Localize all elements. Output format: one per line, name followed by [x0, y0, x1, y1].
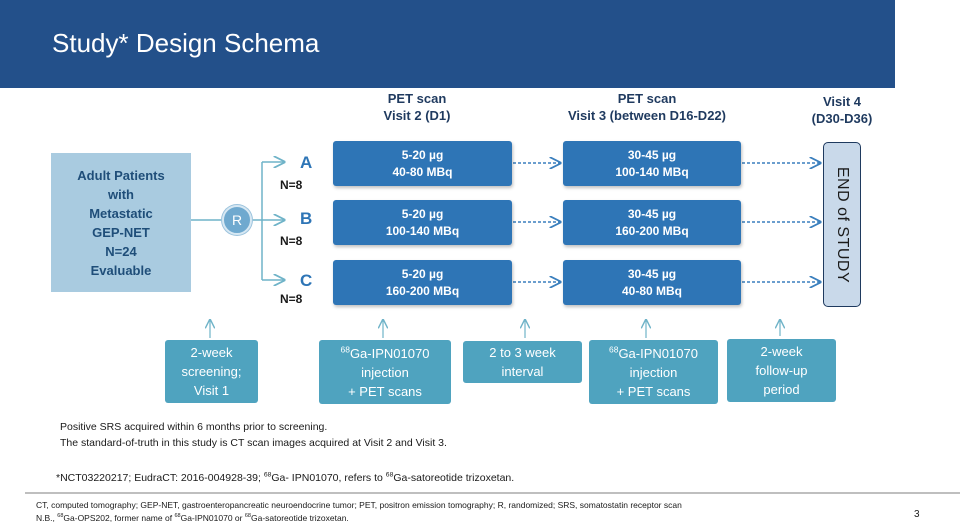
- dose-mass: 30-45 µg: [627, 206, 677, 221]
- note-text: Ga-IPN01070: [618, 345, 698, 361]
- slide-title: Study* Design Schema: [52, 28, 320, 58]
- arm-b-n: N=8: [280, 234, 303, 248]
- end-of-study-box: [823, 142, 861, 307]
- dose-mass: 5-20 µg: [401, 266, 444, 281]
- nb-middle2: Ga-IPN01070 or: [180, 513, 245, 523]
- nb-middle: Ga-OPS202, former name of: [63, 513, 175, 523]
- isotope-superscript: 68: [340, 344, 350, 355]
- arm-b-letter: B: [300, 209, 313, 228]
- note-line: follow-up: [755, 363, 808, 378]
- arm-c-visit2-dose: [333, 260, 512, 305]
- arm-a-n: N=8: [280, 178, 303, 192]
- study-ref-prefix: *NCT03220217; EudraCT: 2016-004928-39;: [56, 472, 264, 484]
- patient-line: Metastatic: [89, 205, 153, 221]
- dose-mass: 30-45 µg: [627, 266, 677, 281]
- dose-activity: 40-80 MBq: [392, 164, 453, 179]
- visit4-header: [797, 93, 887, 127]
- footnote-block: [60, 419, 447, 451]
- arm-c-n: N=8: [280, 292, 303, 306]
- dose-activity: 160-200 MBq: [615, 223, 689, 238]
- randomization-node: [222, 205, 252, 235]
- note-line: interval: [501, 364, 544, 379]
- nb-prefix: N.B.,: [36, 513, 58, 523]
- isotope-superscript: 68: [385, 471, 394, 479]
- visit3-header-line1: PET scan: [617, 91, 677, 106]
- followup-note: [727, 339, 836, 402]
- study-ref-middle: Ga- IPN01070, refers to: [271, 472, 386, 484]
- arm-a-visit3-dose: [563, 141, 741, 186]
- dose-mass: 30-45 µg: [627, 147, 677, 162]
- abbreviations-line2: [36, 512, 682, 525]
- patient-line: GEP-NET: [92, 224, 150, 240]
- study-ref-suffix: Ga-satoreotide trizoxetan.: [393, 472, 515, 484]
- note-line: screening;: [181, 364, 242, 379]
- arm-c-letter: C: [300, 271, 313, 290]
- visit3-header-line2: Visit 3 (between D16-D22): [568, 108, 726, 123]
- visit2-header-line2: Visit 2 (D1): [383, 108, 451, 123]
- nb-suffix: Ga-satoreotide trizoxetan.: [250, 513, 349, 523]
- dose-activity: 160-200 MBq: [385, 283, 460, 298]
- patient-population-box: [51, 153, 191, 292]
- note-line: [609, 344, 698, 363]
- arm-b-visit2-dose: [333, 200, 512, 245]
- arm-a-letter: A: [300, 153, 313, 172]
- visit3-header: [557, 90, 737, 124]
- note-line: injection: [361, 364, 409, 380]
- arm-b-visit3-dose: [563, 200, 741, 245]
- note-line: period: [763, 382, 800, 397]
- note-line: Visit 1: [193, 383, 230, 398]
- dose-mass: 5-20 µg: [401, 206, 444, 221]
- dose-activity: 100-140 MBq: [615, 164, 689, 179]
- patient-line: Evaluable: [90, 262, 152, 278]
- isotope-superscript: 68: [244, 513, 251, 520]
- patient-line: with: [108, 186, 134, 202]
- dose-mass: 5-20 µg: [401, 147, 444, 162]
- page-number: 3: [914, 509, 920, 520]
- note-line: [341, 344, 430, 363]
- note-line: 2-week: [190, 345, 233, 360]
- note-text: Ga-IPN01070: [349, 345, 430, 361]
- injection2-note: [589, 340, 718, 404]
- abbreviations-line1: CT, computed tomography; GEP-NET, gastroenteropancreatic neuroendocrine tumor; PET, positron emission tomography; R, randomized; SRS, somatostatin receptor scan: [36, 500, 682, 510]
- arm-a-visit2-dose: [333, 141, 512, 186]
- isotope-superscript: 68: [263, 471, 272, 479]
- note-line: 2 to 3 week: [489, 345, 556, 360]
- visit2-header: [357, 90, 477, 124]
- dose-activity: 40-80 MBq: [621, 283, 683, 298]
- note-line: + PET scans: [616, 383, 691, 399]
- isotope-superscript: 68: [609, 344, 619, 355]
- screening-note: [165, 340, 258, 403]
- dose-activity: 100-140 MBq: [385, 223, 460, 238]
- note-line: injection: [629, 364, 678, 380]
- patient-line: N=24: [105, 243, 137, 259]
- footnote-standard-of-truth: The standard-of-truth in this study is CT scan images acquired at Visit 2 and Visit 3.: [60, 437, 447, 449]
- note-line: + PET scans: [348, 383, 422, 399]
- footnote-srs: Positive SRS acquired within 6 months prior to screening.: [60, 421, 328, 433]
- arm-c-visit3-dose: [563, 260, 741, 305]
- patient-line: Adult Patients: [77, 167, 165, 183]
- injection1-note: [319, 340, 451, 404]
- visit2-header-line1: PET scan: [387, 91, 447, 106]
- abbreviations: [36, 499, 682, 525]
- randomization-label: R: [231, 212, 243, 228]
- isotope-superscript: 68: [174, 513, 181, 520]
- interval-note: [463, 341, 582, 383]
- note-line: 2-week: [760, 344, 803, 359]
- isotope-superscript: 68: [57, 513, 64, 520]
- study-reference: [56, 470, 514, 486]
- visit4-header-line1: Visit 4: [822, 94, 862, 109]
- visit4-header-line2: (D30-D36): [811, 111, 873, 126]
- end-of-study-label: END of STUDY: [834, 166, 851, 283]
